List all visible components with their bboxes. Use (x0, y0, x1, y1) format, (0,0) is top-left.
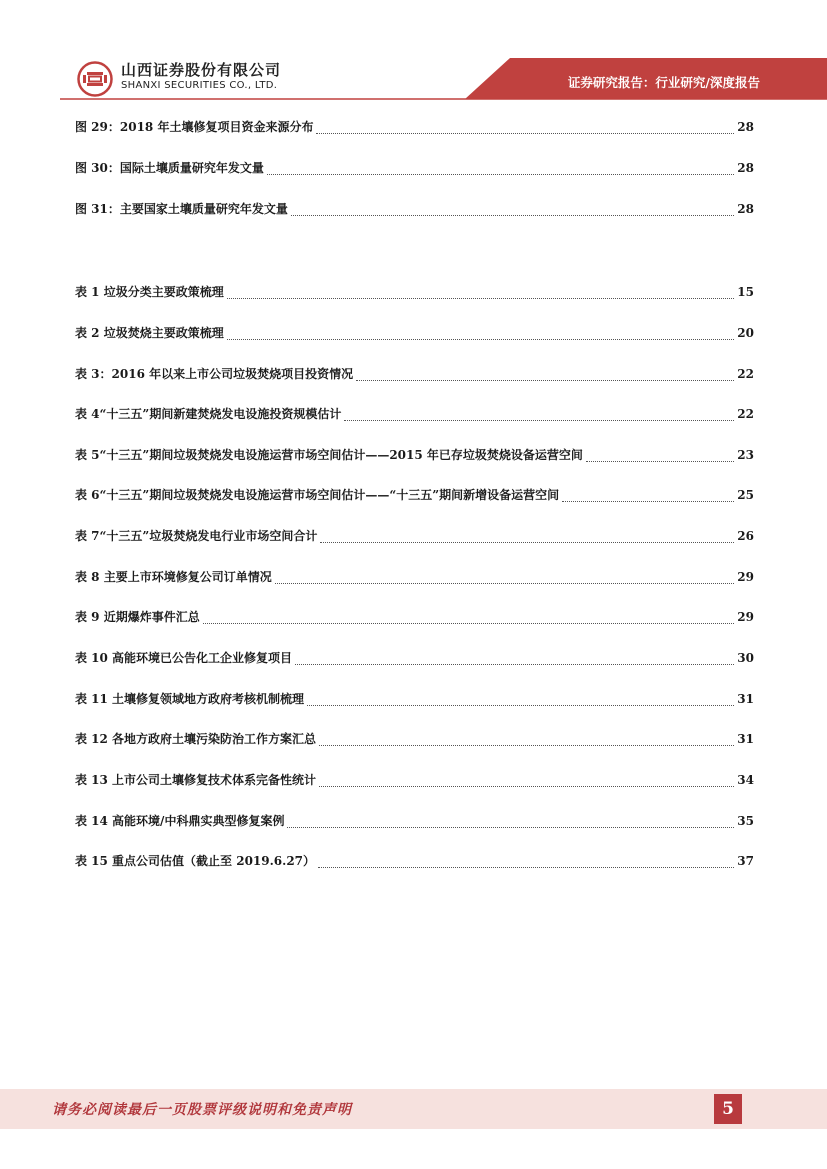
toc-entry-title: 图 31：主要国家土壤质量研究年发文量 (75, 202, 288, 216)
toc-leader-dots (344, 408, 734, 421)
toc-entry-page: 28 (737, 161, 754, 175)
company-name-cn: 山西证券股份有限公司 (121, 61, 282, 79)
toc-entry-page: 23 (737, 448, 754, 462)
toc-entry-page: 28 (737, 202, 754, 216)
toc-leader-dots (291, 203, 734, 216)
toc-entry-title: 图 30：国际土壤质量研究年发文量 (75, 161, 264, 175)
toc-leader-dots (227, 286, 735, 299)
toc-entry-title: 表 1 垃圾分类主要政策梳理 (75, 285, 224, 299)
toc-entry-page: 31 (737, 732, 754, 746)
toc-entry-table-12[interactable] (75, 730, 754, 748)
toc-entry-figure-31[interactable] (75, 200, 754, 218)
toc-entry-title: 表 14 高能环境/中科鼎实典型修复案例 (75, 814, 285, 828)
toc-entry-table-8[interactable] (75, 568, 754, 586)
toc-leader-dots (319, 733, 734, 746)
toc-entry-figure-30[interactable] (75, 159, 754, 177)
toc-entry-table-15[interactable] (75, 852, 754, 870)
toc-entry-page: 26 (737, 529, 754, 543)
toc-leader-dots (227, 327, 735, 340)
toc-entry-page: 25 (737, 488, 754, 502)
toc-entry-title: 表 2 垃圾焚烧主要政策梳理 (75, 326, 224, 340)
page-number: 5 (714, 1094, 742, 1124)
footer-disclaimer: 请务必阅读最后一页股票评级说明和免责声明 (52, 1102, 352, 1118)
toc-entry-table-2[interactable] (75, 324, 754, 342)
toc-entry-title: 表 9 近期爆炸事件汇总 (75, 610, 200, 624)
toc-entry-title: 表 7“十三五”垃圾焚烧发电行业市场空间合计 (75, 529, 318, 543)
toc-entry-table-7[interactable] (75, 527, 754, 545)
toc-entry-title: 表 4“十三五”期间新建焚烧发电设施投资规模估计 (75, 407, 342, 421)
toc-leader-dots (307, 693, 734, 706)
toc-leader-dots (356, 368, 734, 381)
toc-entry-title: 图 29：2018 年土壤修复项目资金来源分布 (75, 120, 314, 134)
toc-entry-table-9[interactable] (75, 608, 754, 626)
toc-leader-dots (319, 774, 734, 787)
toc-leader-dots (267, 162, 734, 175)
toc-entry-title: 表 15 重点公司估值（截止至 2019.6.27） (75, 854, 316, 868)
toc-entry-page: 34 (737, 773, 754, 787)
toc-entry-title: 表 10 高能环境已公告化工企业修复项目 (75, 651, 293, 665)
toc-entry-table-14[interactable] (75, 812, 754, 830)
toc-leader-dots (287, 815, 734, 828)
toc-leader-dots (562, 489, 734, 502)
company-name-en: SHANXI SECURITIES CO., LTD. (121, 80, 278, 91)
toc-entry-table-10[interactable] (75, 649, 754, 667)
toc-leader-dots (586, 449, 734, 462)
report-type-label: 证券研究报告：行业研究/深度报告 (567, 75, 760, 90)
toc-entry-page: 20 (737, 326, 754, 340)
toc-leader-dots (316, 121, 734, 134)
toc-entry-title: 表 11 土壤修复领域地方政府考核机制梳理 (75, 692, 305, 706)
toc-leader-dots (320, 530, 734, 543)
toc-entry-table-3[interactable] (75, 365, 754, 383)
toc-entry-page: 29 (737, 570, 754, 584)
toc-entry-title: 表 12 各地方政府土壤污染防治工作方案汇总 (75, 732, 317, 746)
toc-leader-dots (275, 571, 735, 584)
toc-entry-figure-29[interactable] (75, 118, 754, 136)
toc-entry-page: 29 (737, 610, 754, 624)
toc-entry-title: 表 6“十三五”期间垃圾焚烧发电设施运营市场空间估计——“十三五”期间新增设备运营空间 (75, 488, 560, 502)
toc-entry-table-5[interactable] (75, 446, 754, 464)
toc-leader-dots (318, 855, 734, 868)
toc-entry-page: 22 (737, 407, 754, 421)
toc-entry-table-4[interactable] (75, 405, 754, 423)
toc-entry-page: 31 (737, 692, 754, 706)
toc-entry-page: 30 (737, 651, 754, 665)
toc-entry-page: 28 (737, 120, 754, 134)
toc-entry-page: 35 (737, 814, 754, 828)
toc-entry-title: 表 5“十三五”期间垃圾焚烧发电设施运营市场空间估计——2015 年已存垃圾焚烧设备运营空间 (75, 448, 583, 462)
page-header (0, 0, 827, 104)
toc-entry-page: 37 (737, 854, 754, 868)
toc-entry-table-13[interactable] (75, 771, 754, 789)
toc-entry-title: 表 13 上市公司土壤修复技术体系完备性统计 (75, 773, 317, 787)
toc-leader-dots (295, 652, 734, 665)
toc-entry-table-11[interactable] (75, 690, 754, 708)
toc-entry-page: 15 (737, 285, 754, 299)
toc-entry-table-1[interactable] (75, 283, 754, 301)
toc-entry-table-6[interactable] (75, 486, 754, 504)
toc-entry-title: 表 8 主要上市环境修复公司订单情况 (75, 570, 272, 584)
toc-leader-dots (203, 611, 735, 624)
toc-entry-title: 表 3：2016 年以来上市公司垃圾焚烧项目投资情况 (75, 367, 354, 381)
toc-entry-page: 22 (737, 367, 754, 381)
